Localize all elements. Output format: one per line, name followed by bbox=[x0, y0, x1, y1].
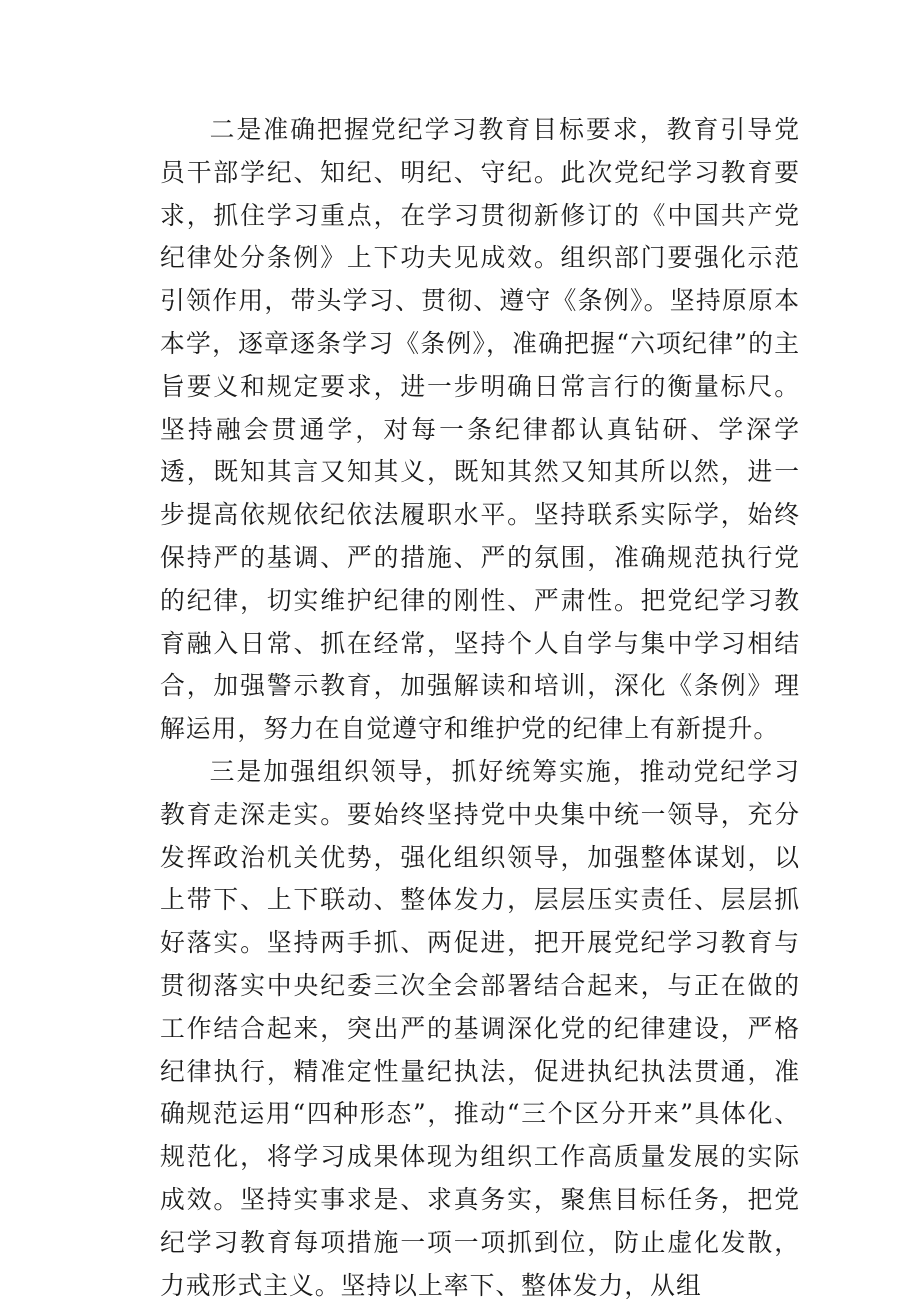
paragraph-discipline-goals: 二是准确把握党纪学习教育目标要求，教育引导党员干部学纪、知纪、明纪、守纪。此次党纪学习教育要求，抓住学习重点，在学习贯彻新修订的《中国共产党纪律处分条例》上下功夫见成效。组织部门要强化示范引领作用，带头学习、贯彻、遵守《条例》。坚持原原本本学，逐章逐条学习《条例》，准确把握“六项纪律”的主旨要义和规定要求，进一步明确日常言行的衡量标尺。坚持融会贯通学，对每一条纪律都认真钻研、学深学透，既知其言又知其义，既知其然又知其所以然，进一步提高依规依纪依法履职水平。坚持联系实际学，始终保持严的基调、严的措施、严的氛围，准确规范执行党的纪律，切实维护纪律的刚性、严肃性。把党纪学习教育融入日常、抓在经常，坚持个人自学与集中学习相结合，加强警示教育，加强解读和培训，深化《条例》理解运用，努力在自觉遵守和维护党的纪律上有新提升。 bbox=[160, 115, 800, 744]
paragraph-organization-leadership: 三是加强组织领导，抓好统筹实施，推动党纪学习教育走深走实。要始终坚持党中央集中统一领导，充分发挥政治机关优势，强化组织领导，加强整体谋划，以上带下、上下联动、整体发力，层层压实责任、层层抓好落实。坚持两手抓、两促进，把开展党纪学习教育与贯彻落实中央纪委三次全会部署结合起来，与正在做的工作结合起来，突出严的基调深化党的纪律建设，严格纪律执行，精准定性量纪执法，促进执纪执法贯通，准确规范运用“四种形态”，推动“三个区分开来”具体化、规范化，将学习成果体现为组织工作高质量发展的实际成效。坚持实事求是、求真务实，聚焦目标任务，把党纪学习教育每项措施一项一项抓到位，防止虚化发散，力戒形式主义。坚持以上率下、整体发力，从组 bbox=[160, 756, 800, 1300]
document-body bbox=[160, 109, 800, 1307]
